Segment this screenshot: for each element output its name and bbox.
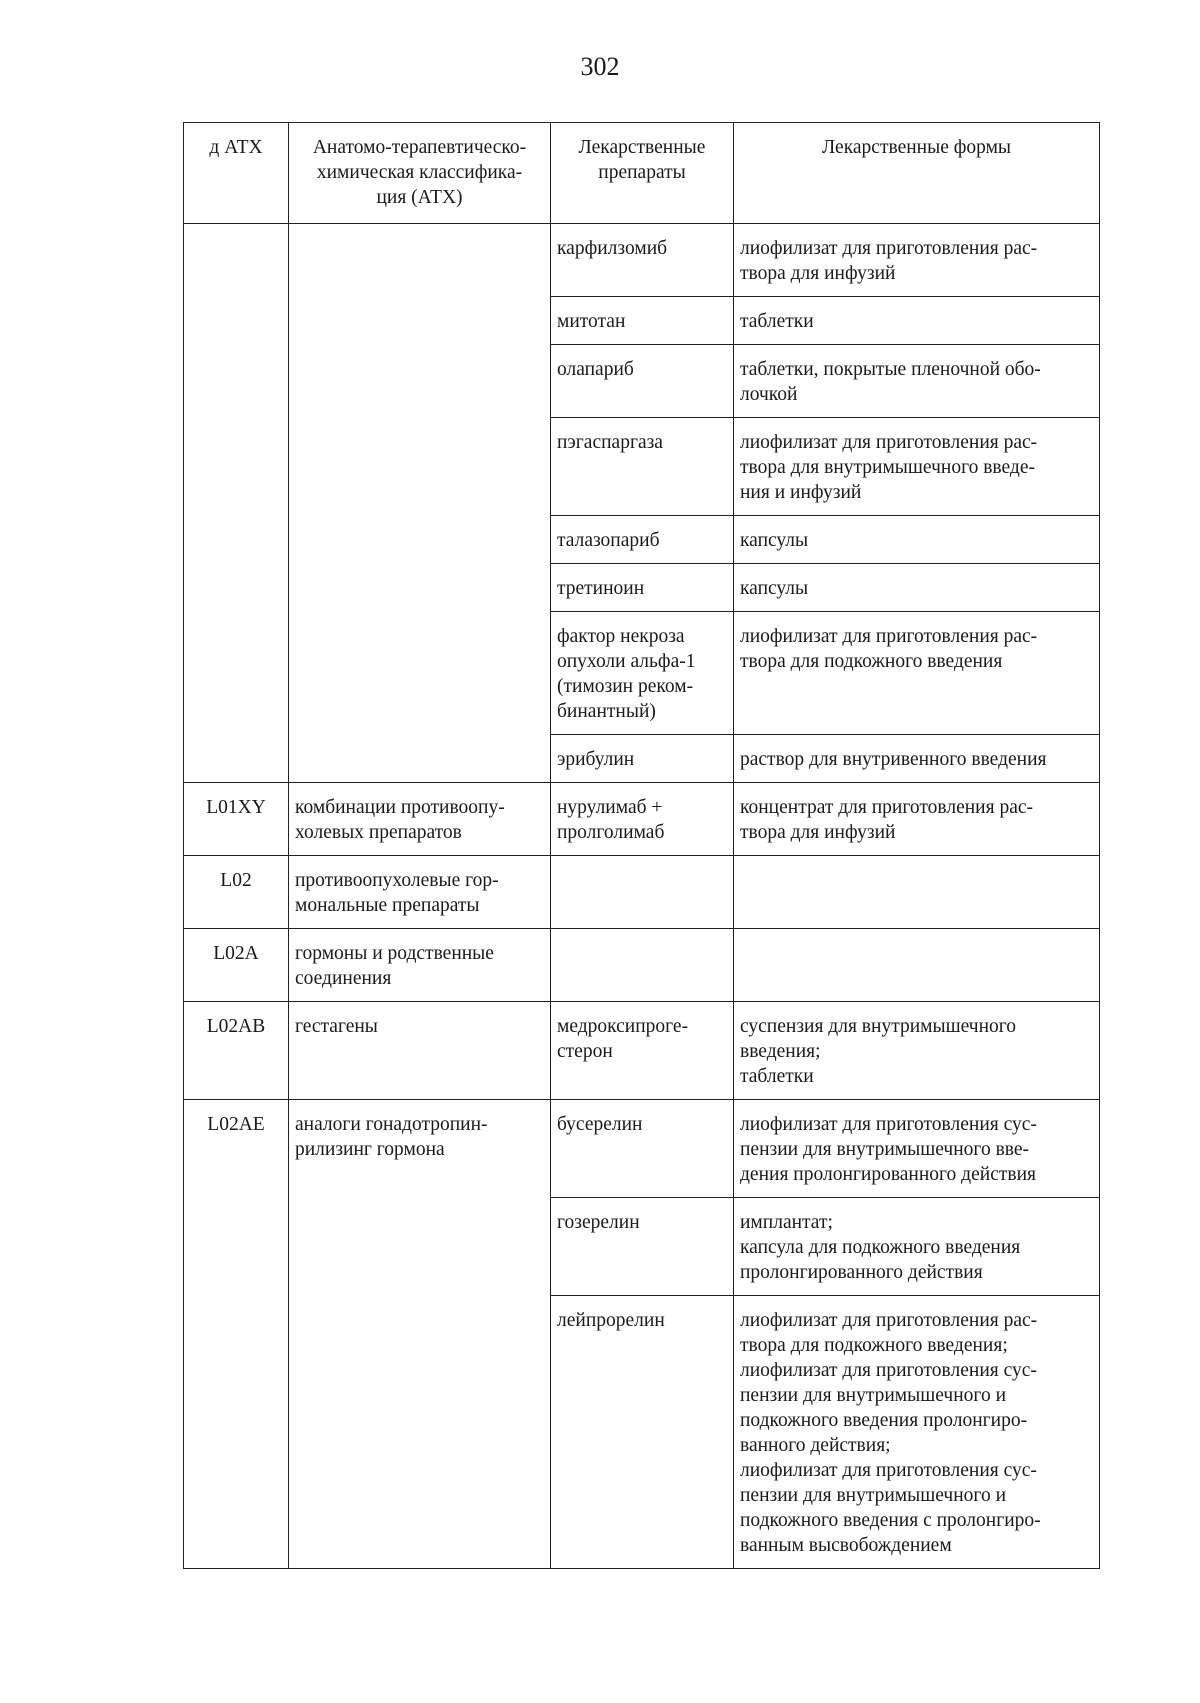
table-row: [184, 783, 1100, 856]
drug-cell: медроксипроге- стерон: [551, 1002, 734, 1100]
code-cell: L02A: [184, 929, 289, 1002]
drug-cell: олапариб: [551, 345, 734, 418]
drug-cell: карфилзомиб: [551, 224, 734, 297]
drug-cell: пэгаспаргаза: [551, 418, 734, 516]
table-row: [184, 1100, 1100, 1198]
form-cell: лиофилизат для приготовления сус- пензии для внутримышечного вве- дения пролонгированного действия: [734, 1100, 1100, 1198]
form-cell: [734, 856, 1100, 929]
form-cell: таблетки, покрытые пленочной обо- лочкой: [734, 345, 1100, 418]
drug-cell: митотан: [551, 297, 734, 345]
drug-cell: нурулимаб + пролголимаб: [551, 783, 734, 856]
drug-cell: лейпрорелин: [551, 1296, 734, 1569]
drug-cell: эрибулин: [551, 735, 734, 783]
table-header-row: [184, 123, 1100, 224]
form-cell: раствор для внутривенного введения: [734, 735, 1100, 783]
drug-cell: бусерелин: [551, 1100, 734, 1198]
code-cell: L02: [184, 856, 289, 929]
form-cell: концентрат для приготовления рас- твора для инфузий: [734, 783, 1100, 856]
classification-cell: противоопухолевые гор- мональные препараты: [289, 856, 551, 929]
form-cell: лиофилизат для приготовления рас- твора для инфузий: [734, 224, 1100, 297]
header-drugs: Лекарственные препараты: [551, 123, 734, 224]
code-cell: L01XY: [184, 783, 289, 856]
classification-cell: аналоги гонадотропин- рилизинг гормона: [289, 1100, 551, 1569]
drug-cell: талазопариб: [551, 516, 734, 564]
code-cell: L02AE: [184, 1100, 289, 1569]
form-cell: имплантат; капсула для подкожного введения пролонгированного действия: [734, 1198, 1100, 1296]
form-cell: [734, 929, 1100, 1002]
form-cell: капсулы: [734, 564, 1100, 612]
page-number: 302: [580, 52, 620, 81]
code-cell: L02AB: [184, 1002, 289, 1100]
code-cell: [184, 224, 289, 783]
form-cell: суспензия для внутримышечного введения; таблетки: [734, 1002, 1100, 1100]
form-cell: капсулы: [734, 516, 1100, 564]
form-cell: лиофилизат для приготовления рас- твора для подкожного введения; лиофилизат для приготовления сус- пензии для внутримышечного и подкожного введения пролонгиро- ванного действия; лиофилизат для приготовления сус- пензии для внутримышечного и подкожного введения с пролонгиро- ванным высвобождением: [734, 1296, 1100, 1569]
table-row: [184, 1002, 1100, 1100]
classification-cell: комбинации противоопу- холевых препаратов: [289, 783, 551, 856]
header-forms: Лекарственные формы: [734, 123, 1100, 224]
form-cell: лиофилизат для приготовления рас- твора для подкожного введения: [734, 612, 1100, 735]
table-row: [184, 929, 1100, 1002]
drug-cell: фактор некроза опухоли альфа-1 (тимозин реком- бинантный): [551, 612, 734, 735]
form-cell: лиофилизат для приготовления рас- твора для внутримышечного введе- ния и инфузий: [734, 418, 1100, 516]
classification-cell: гестагены: [289, 1002, 551, 1100]
drug-cell: гозерелин: [551, 1198, 734, 1296]
classification-cell: гормоны и родственные соединения: [289, 929, 551, 1002]
classification-cell: [289, 224, 551, 783]
table-row: [184, 856, 1100, 929]
atx-table: [183, 122, 1100, 1569]
drug-cell: [551, 856, 734, 929]
table-row: [184, 224, 1100, 297]
header-classification: Анатомо-терапевтическо- химическая классифика- ция (АТХ): [289, 123, 551, 224]
drug-cell: третиноин: [551, 564, 734, 612]
drug-cell: [551, 929, 734, 1002]
header-code: д АТХ: [184, 123, 289, 224]
form-cell: таблетки: [734, 297, 1100, 345]
